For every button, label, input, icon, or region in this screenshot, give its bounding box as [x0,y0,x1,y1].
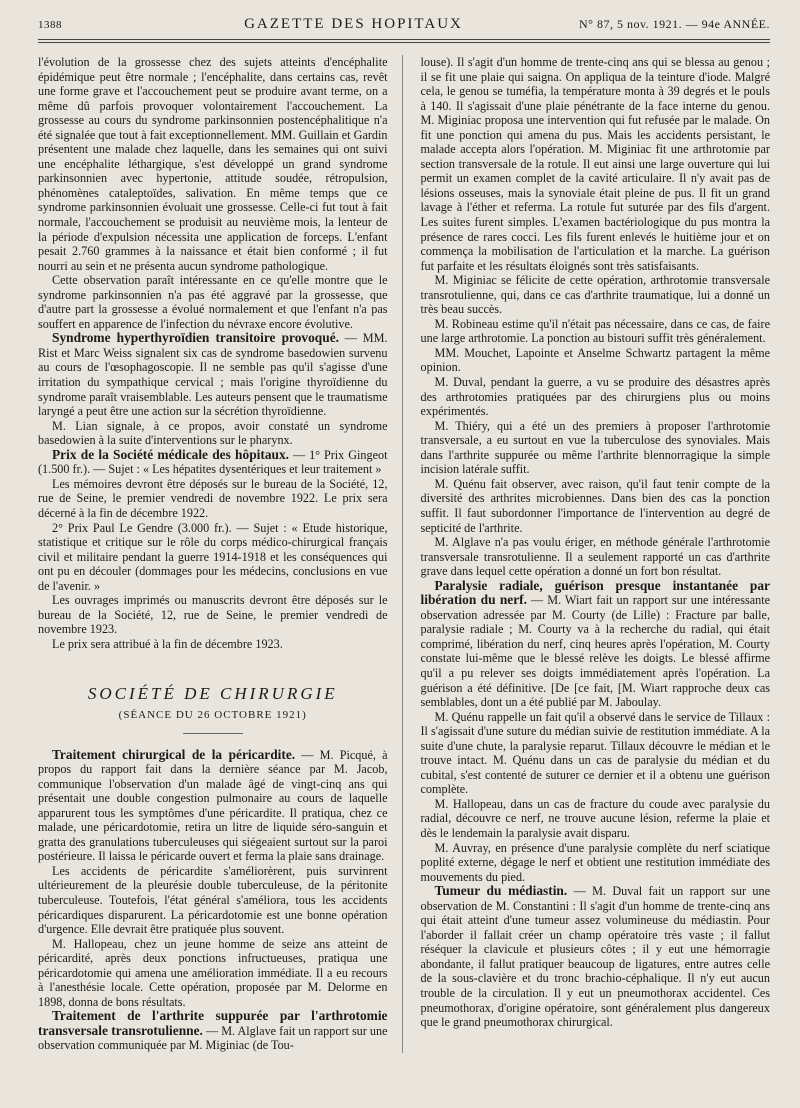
paragraph: M. Hallopeau, chez un jeune homme de seize ans atteint de péricardité, après deux ponctions infructueuses, pratiqua une péricardotomie qui amena une amélioration immédiate. Il a eu recours à l'anesthésie locale. Cette opération, proposée par M. Delorme en 1898, donna de bons résultats. [38,936,388,1009]
section-subtitle: (SÉANCE DU 26 OCTOBRE 1921) [118,708,307,721]
paragraph: M. Hallopeau, dans un cas de fracture du coude avec paralysie du radial, découvre ce nerf, ne trouve aucune lésion, referme la plaie et dès le lendemain la paralysie avait disparu. [420,796,770,840]
article-body: — MM. Rist et Marc Weiss signalent six cas de syndrome basedowien survenu au cours de l'œsophagoscopie. Il ne semble pas qu'il s'agisse d'une irritation du sympathique cervical ; mais l'origine thyroïdienne du syndrome paraît vraisemblable. Les auteurs pensent que le traumatisme laryngé a peut être une action sur la sécrétion thyroïdienne. [38,331,388,419]
article-pericardite [38,748,388,864]
page-number: 1388 [38,19,62,31]
article-title: Traitement de l'arthrite suppurée par l'arthrotomie transversale transrotulienne. [38,1008,388,1038]
paragraph: louse). Il s'agit d'un homme de trente-cinq ans qui se blessa au genou ; il se fit une plaie qui saigna. On appliqua de la teinture d'iode. Malgré cela, le genou se tuméfia, la température monta à 39 degrés et le pouls à 140. Il s'agissait d'une plaie pénétrante de la face interne du genou. M. Miginiac proposa une intervention qui fut refusée par le malade. On fit une ponction qui amena du pus. Mais les accidents persistant, le malade accepta alors l'opération. M. Miginiac fit une arthrotomie par section transversale de la rotule. Il eut ainsi une large ouverture qui lui permit un examen complet de la cavité articulaire. Il n'y avait pas de lésions osseuses, mais la synoviale était pleine de pus. Il fit un grand lavage à l'éther et referma. La rotule fut suturée par des fils d'argent. Les suites furent simples. L'examen bactériologique du pus montra la présence de rares cocci. Les fils furent enlevés le huitième jour et on commença la mobilisation de l'articulation et la marche. La guérison fut parfaite et les résultats éloignés sont très satisfaisants. [420,55,770,273]
article-mediastin [421,884,771,1029]
paragraph: Le prix sera attribué à la fin de décembre 1923. [52,636,283,651]
article-body: — 1° Prix Gingeot (1.500 fr.). — Sujet : « Les hépatites dysentériques et leur traitement » [38,447,388,477]
article-title: Prix de la Société médicale des hôpitaux. [52,446,290,462]
paragraph: M. Alglave n'a pas voulu ériger, en méthode générale l'arthrotomie transversale transrotulienne. Il a seulement rapporté un cas d'arthrite grave dans lequel cette opération a donné un fort bon résultat. [420,535,770,579]
article-title: Paralysie radiale, guérison presque instantanée par libération du nerf. [420,577,770,608]
paragraph: Cette observation paraît intéressante en ce qu'elle montre que le syndrome parkinsonnien n'a pas été aggravé par la grossesse, que d'autre part la grossesse a évolué normalement et que l'enfant n'a pas souffert en apparence de l'infection du névraxe encore évolutive. [38,273,388,331]
paragraph: M. Duval, pendant la guerre, a vu se produire des désastres après des arthrotomies pratiquées par des chirurgiens plus ou moins expérimentés. [420,375,770,419]
paragraph: M. Lian signale, à ce propos, avoir constaté un syndrome basedowien à la suite d'interventions sur le pharynx. [38,418,388,448]
article-title: Syndrome hyperthyroïdien transitoire provoqué. [52,330,339,346]
article-body: — M. Picqué, à propos du rapport fait dans la dernière séance par M. Jacob, communique l'observation d'un malade âgé de vingt-cinq ans qui présentait une double congestion pulmonaire au cours de laquelle apparurent tous les symptômes d'une péricardite. Il pratiqua, chez ce malade, une péricardotomie, retira un litre de liquide séro-sanguin et gratta des granulations tuberculeuses qui siégeaient surtout sur la paroi postérieure. Il laissa le péricarde ouvert et ferma la plaie sans drainage. [38,747,388,864]
article-hyperthyroid [38,331,388,418]
paragraph: 2° Prix Paul Le Gendre (3.000 fr.). — Sujet : « Etude historique, statistique et critique sur le rôle du corps médico-chirurgical français civil et militaire pendant la guerre 1914-1918 et les conséquences qui ont pu en découler (dommages pour les médecins, conclusions en vue de l'avenir. » [38,520,388,593]
article-body: — M. Wiart fait un rapport sur une intéressante observation adressée par M. Courty (de Lille) : Fracture par balle, paralysie radiale ; M. Courty va à la recherche du radial, qui était comprimé, libération du nerf, cinq heures après l'opération, M. Courty constate lui-même que le blessé relève les doigts. Le blessé affirme qu'il a pu relever ses doigts immédiatement après l'opération. La guérison a été définitive. [De [ce fait, [M. Wiart rapproche deux cas semblables, dont un a été publié par M. Jaboulay. [420,593,771,710]
paragraph: Les mémoires devront être déposés sur le bureau de la Société, 12, rue de Seine, le premier vendredi de novembre 1922. Le prix sera décerné à la fin de décembre 1922. [38,476,388,520]
paragraph: l'évolution de la grossesse chez des sujets atteints d'encéphalite épidémique peut être normale ; l'encéphalite, dans certains cas, revêt une forme grave et l'accouchement peut se produire avant terme, on a même dû parfois provoquer volontairement l'accouchement. La grossesse au cours du syndrome parkinsonnien postencéphalitique n'a été signalée que tout à fait exceptionnellement. MM. Guillain et Gardin présentent une malade chez laquelle, dans les semaines qui ont suivi une encéphalite léthargique, s'est développé un grand syndrome parkinsonnien avec hypertonie, attitude soudée, rétropulsion, phénomènes cataleptoïdes, salivation. En même temps que ce syndrome parkinsonnien évoluait une grossesse. Celle-ci fut tout à fait normale, l'accouchement se produisit au neuvième mois, la lenteur de la période d'expulsion nécessita une application de forceps. L'enfant pesait 2.760 grammes à la naissance et était bien conformé ; il fut nourri au sein et ne présenta aucun syndrome pathologique. [38,55,388,273]
columns [38,55,770,1053]
paragraph: M. Quénu fait observer, avec raison, qu'il faut tenir compte de la diversité des arthrites microbiennes. Dans bien des cas la ponction suffit. Il faut subordonner l'importance de l'intervention au degré de septicité de l'arthrite. [420,476,770,535]
paragraph: Les ouvrages imprimés ou manuscrits devront être déposés sur le bureau de la Société, 12, rue de Seine, le premier vendredi de novembre 1923. [38,593,388,637]
article-arthrite [38,1009,388,1053]
right-column [421,55,771,1053]
paragraph: M. Miginiac se félicite de cette opération, arthrotomie transversale transrotulienne, qui, dans ce cas d'arthrite traumatique, lui a donné un très beau succès. [420,273,770,317]
article-body: — M. Alglave fait un rapport sur une observation communiquée par M. Miginiac (de Tou- [38,1023,388,1053]
article-paralysie [421,579,771,710]
article-prix [38,448,388,477]
paragraph: M. Auvray, en présence d'une paralysie complète du nerf sciatique poplité externe, dégage le nerf et obtient une restitution immédiate des mouvements du pied. [420,840,770,884]
article-title: Tumeur du médiastin. [434,883,568,899]
issue-info: N° 87, 5 nov. 1921. — 94e ANNÉE. [578,17,770,31]
paragraph: M. Thiéry, qui a été un des premiers à proposer l'arthrotomie transversale, a eu surtout en vue la tuberculose des synoviales. Mais dans l'arthrite suppurée ou même l'arthrite blennorragique la simple incision latérale suffit. [420,418,770,477]
left-column [38,55,403,1053]
paragraph: M. Quénu rappelle un fait qu'il a observé dans le service de Tillaux : Il s'agissait d'une suture du médian suivie de restitution immédiate. A la suite d'une chute, la paralysie reparut. Tillaux découvre le médian et le trouve intact. M. Quénu dans un cas de paralysie du médian et du cubital, s'est contenté de suturer ce dernier et il a obtenu une guérison complète. [420,709,770,797]
section-title: SOCIÉTÉ DE CHIRURGIE [87,684,338,704]
paragraph: MM. Mouchet, Lapointe et Anselme Schwartz partagent la même opinion. [420,345,770,375]
article-title: Traitement chirurgical de la péricardite. [52,746,296,762]
section-rule [183,733,243,734]
article-body: — M. Duval fait un rapport sur une observation de M. Constantini : Il s'agit d'un homme de trente-cinq ans qui était atteint d'une tumeur assez volumineuse du médiastin. Pour l'aborder il fallait créer un champ opératoire très vaste ; il fallut réséquer la clavicule et plusieurs côtes ; il y eut une hémorragie abondante, il fallut pratiquer beaucoup de ligatures, entre autres celle de la sous-clavière et du tronc brachio-céphalique. Il n'y eut aucun trouble de la circulation. Il y eut un pneumothorax accidentel. Ces pneumothorax, d'origine opératoire, sont généralement plus dangereux que le grand pneumothorax chirurgical. [420,884,770,1030]
journal-title: GAZETTE DES HOPITAUX [244,16,463,32]
header-rule [38,42,770,43]
running-header [38,16,770,40]
paragraph: Les accidents de péricardite s'améliorèrent, puis survinrent ultérieurement de la pleurésie double tuberculeuse, de la péritonite tuberculeuse. Toutefois, l'état général s'améliora, tous les accidents péricardiques disparurent. La péricardotomie est une bonne opération d'urgence. Elle devrait être pratiquée plus souvent. [38,863,388,937]
paragraph: M. Robineau estime qu'il n'était pas nécessaire, dans ce cas, de faire une large arthrotomie. La ponction au bistouri suffit très généralement. [420,316,770,346]
